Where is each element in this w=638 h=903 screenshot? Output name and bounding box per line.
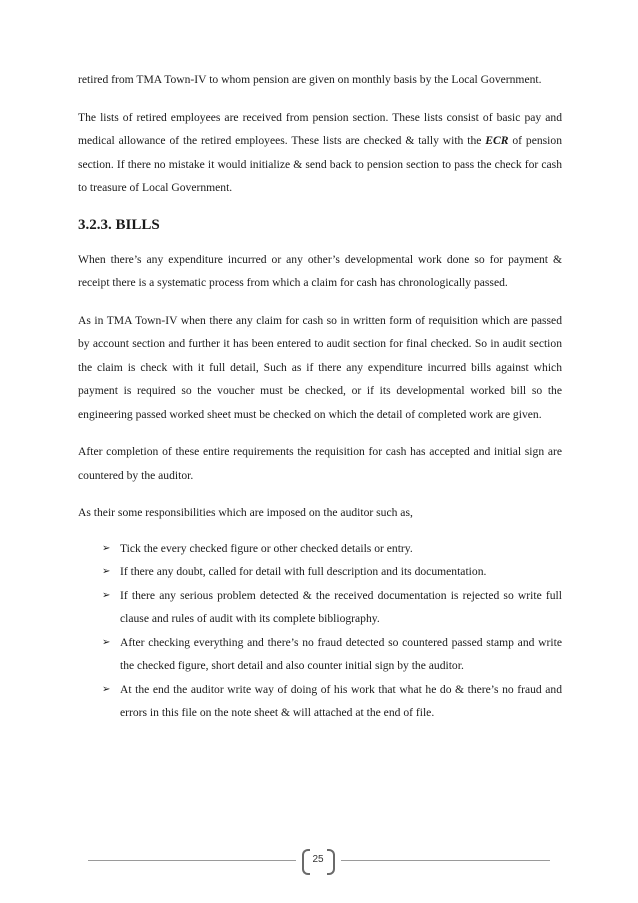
- list-item-text: After checking everything and there’s no fraud detected so countered passed stamp and write the checked figure, short detail and also counter initial sign by the auditor.: [120, 635, 562, 672]
- list-item: [102, 537, 562, 561]
- paragraph-requisition: After completion of these entire requirements the requisition for cash has accepted and initial sign are countered by the auditor.: [78, 445, 562, 482]
- ecr-term: ECR: [485, 134, 509, 147]
- list-item: [102, 678, 562, 725]
- section-heading-bills: 3.2.3. BILLS: [78, 216, 160, 233]
- page-number: 25: [312, 854, 324, 865]
- footer-rule-left: [88, 860, 296, 861]
- paragraph-claim-process: As in TMA Town-IV when there any claim for cash so in written form of requisition which are passed by account section and further it has been entered to audit section for final checked. So in audit section the claim is check with it full detail, Such as if there any expenditure incurred bills against which payment is required so the voucher must be checked, or if its developmental worked bill so the engineering passed worked sheet must be checked on which the detail of completed work are given.: [78, 313, 562, 421]
- paragraph-retired-lists: [78, 106, 562, 200]
- arrow-bullet-icon: ➢: [102, 566, 111, 577]
- footer-rule-right: [341, 860, 550, 861]
- list-item: [102, 560, 562, 584]
- arrow-bullet-icon: ➢: [102, 589, 111, 601]
- list-item-text: If there any serious problem detected & the received documentation is rejected so write full clause and rules of audit with its complete bibliography.: [120, 588, 562, 625]
- page-footer: [88, 847, 550, 873]
- paragraph-responsibilities: As their some responsibilities which are imposed on the auditor such as,: [78, 506, 413, 519]
- list-item-text: Tick the every checked figure or other checked details or entry.: [120, 541, 413, 555]
- paragraph-expenditure: When there’s any expenditure incurred or any other’s developmental work done so for payment & receipt there is a systematic process from which a claim for cash has chronologically passed.: [78, 252, 562, 289]
- right-bracket-icon: [327, 849, 335, 875]
- list-item-text: At the end the auditor write way of doing of his work that what he do & there’s no fraud and errors in this file on the note sheet & will attached at the end of file.: [120, 682, 562, 719]
- arrow-bullet-icon: ➢: [102, 542, 111, 554]
- list-item-text: If there any doubt, called for detail with full description and its documentation.: [120, 565, 487, 578]
- list-item: [102, 631, 562, 678]
- document-page: [78, 68, 562, 725]
- paragraph-pension-intro: retired from TMA Town-IV to whom pension are given on monthly basis by the Local Government.: [78, 73, 542, 86]
- arrow-bullet-icon: ➢: [102, 683, 111, 695]
- paragraph-text: The lists of retired employees are received from pension section. These lists consist of basic pay and medical allowance of the retired employees. These lists are checked & tally with the: [78, 110, 562, 147]
- arrow-bullet-icon: ➢: [102, 636, 111, 648]
- list-item: [102, 584, 562, 631]
- responsibilities-list: [78, 537, 562, 725]
- paragraph-text: of pension section. If there no mistake it would initialize & send back to pension section to pass the check for cash to treasure of Local Government.: [78, 134, 562, 194]
